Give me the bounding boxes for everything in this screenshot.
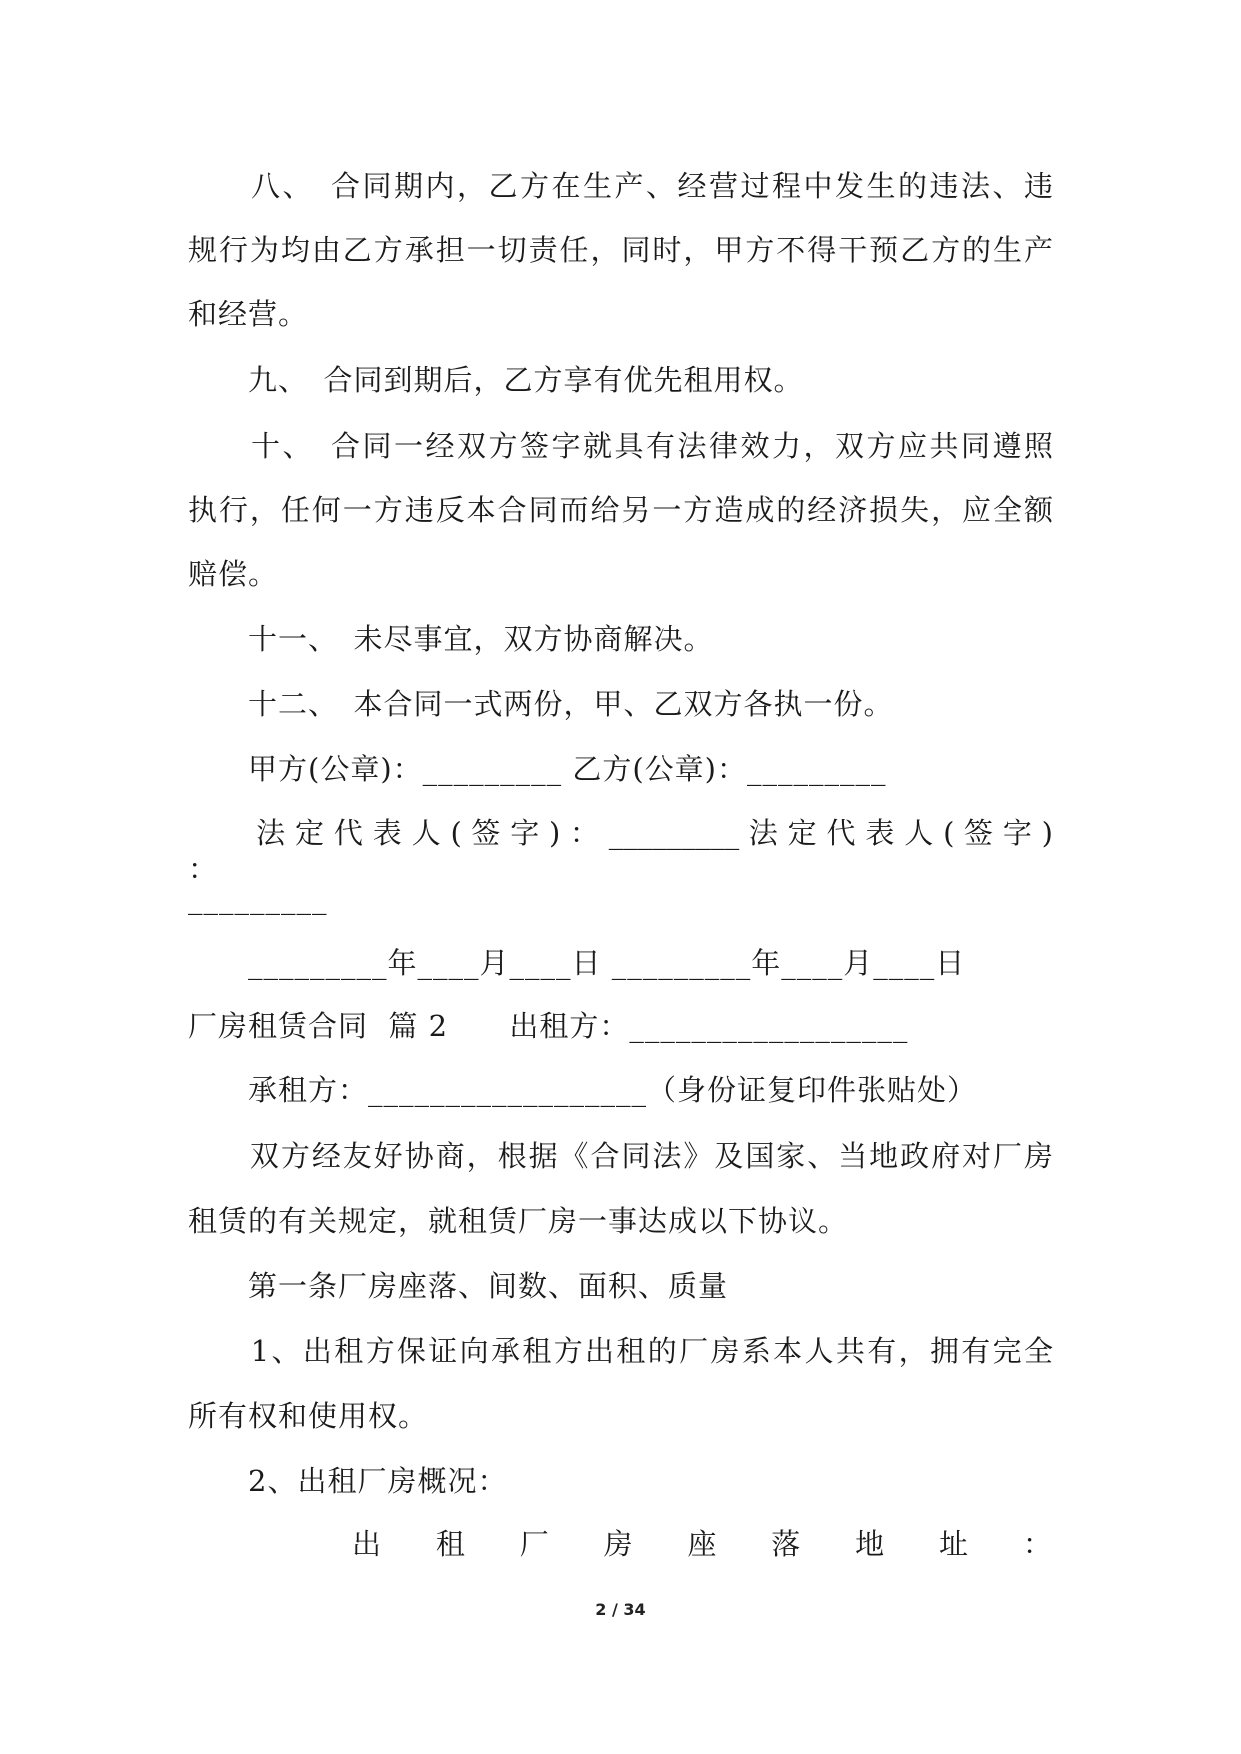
section-title-lessor: 厂房租赁合同 篇 2 出租方：__________________ — [188, 1009, 909, 1043]
address-char: 落 — [771, 1527, 801, 1561]
signature-blank: _________ — [188, 881, 328, 915]
article-1-title: 第一条厂房座落、间数、面积、质量 — [188, 1269, 729, 1303]
clause-8-line-3: 和经营。 — [188, 297, 309, 331]
page-number: 2 / 34 — [595, 1600, 646, 1619]
address-char: 房 — [603, 1527, 633, 1561]
address-char: 租 — [435, 1527, 465, 1561]
preamble-line-1: 双方经友好协商，根据《合同法》及国家、当地政府对厂房 — [188, 1139, 1053, 1173]
address-char: ： — [1022, 1527, 1052, 1561]
article-1-item-1-line-2: 所有权和使用权。 — [188, 1399, 429, 1433]
address-char: 址 — [939, 1527, 969, 1561]
party-seals-line: 甲方(公章)：_________ 乙方(公章)：_________ — [188, 752, 887, 786]
preamble-line-2: 租赁的有关规定，就租赁厂房一事达成以下协议。 — [188, 1204, 849, 1238]
address-char: 厂 — [519, 1527, 549, 1561]
date-line: _________年____月____日 _________年____月____日 — [188, 946, 966, 980]
clause-11: 十一、 未尽事宜，双方协商解决。 — [188, 622, 714, 656]
address-char: 座 — [687, 1527, 717, 1561]
clause-10-line-1: 十、 合同一经双方签字就具有法律效力，双方应共同遵照 — [188, 429, 1053, 463]
clause-12: 十二、 本合同一式两份，甲、乙双方各执一份。 — [188, 687, 894, 721]
lessee-line: 承租方：__________________（身份证复印件张贴处） — [188, 1073, 978, 1107]
clause-9: 九、 合同到期后，乙方享有优先租用权。 — [188, 363, 804, 397]
address-char: 出 — [352, 1527, 382, 1561]
clause-8-line-2: 规行为均由乙方承担一切责任，同时，甲方不得干预乙方的生产 — [188, 233, 1053, 267]
legal-representative-line: 法 定 代 表 人 ( 签 字 ) ： _________ 法 定 代 表 人 ( 签 字 ) ： — [188, 816, 1053, 886]
address-char: 地 — [855, 1527, 885, 1561]
clause-10-line-3: 赔偿。 — [188, 557, 279, 591]
clause-10-line-2: 执行，任何一方违反本合同而给另一方造成的经济损失，应全额 — [188, 493, 1053, 527]
article-1-item-1-line-1: 1、出租方保证向承租方出租的厂房系本人共有，拥有完全 — [188, 1334, 1053, 1368]
article-1-item-2: 2、出租厂房概况： — [188, 1464, 508, 1498]
address-label — [352, 1526, 1052, 1562]
clause-8-line-1: 八、 合同期内，乙方在生产、经营过程中发生的违法、违 — [188, 169, 1053, 203]
